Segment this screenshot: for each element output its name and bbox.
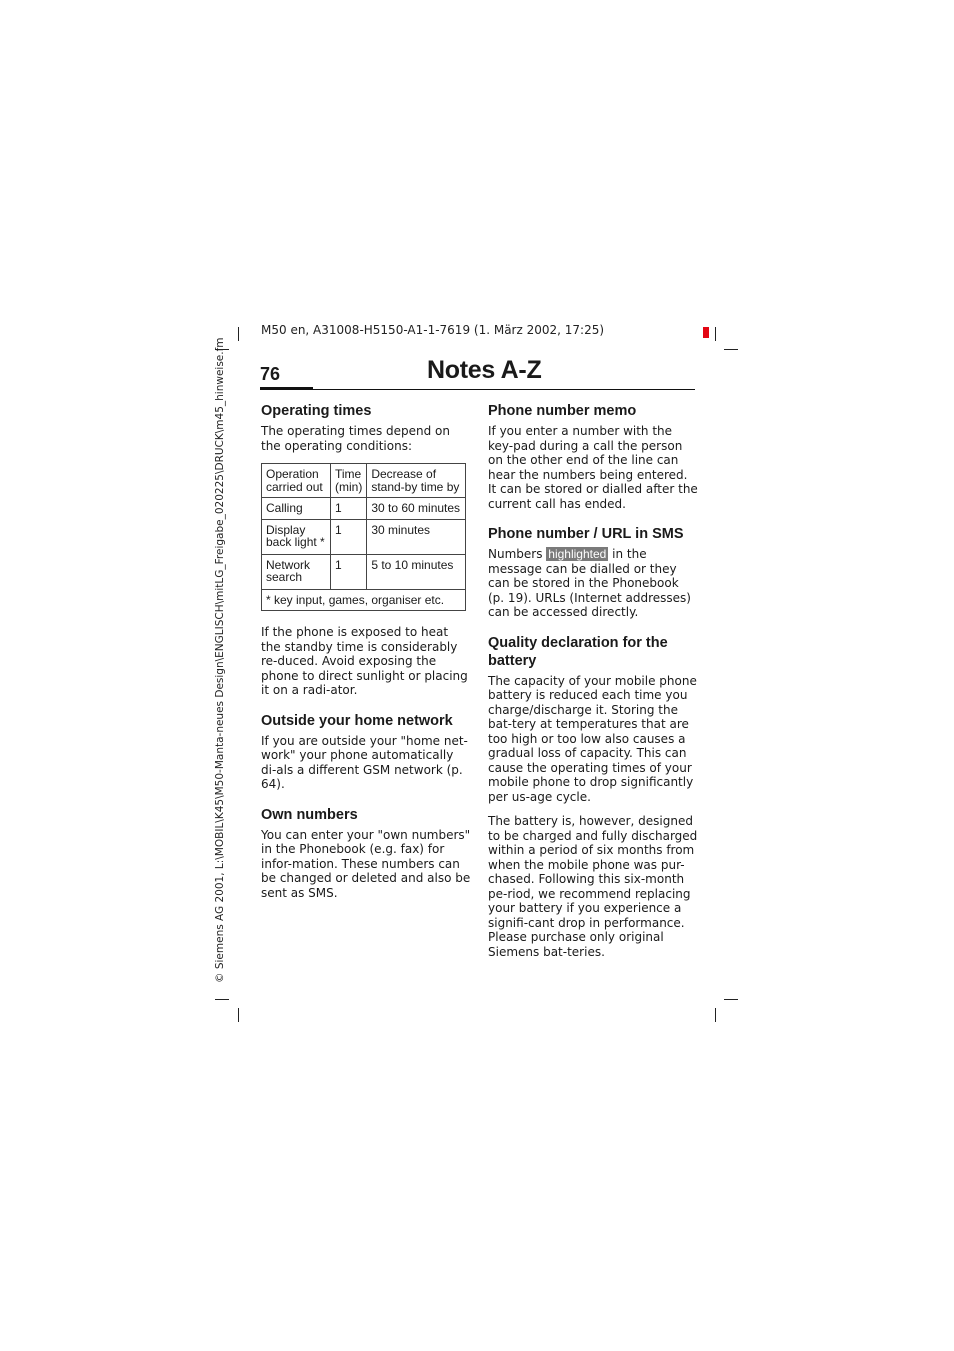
table-cell: 30 to 60 minutes bbox=[367, 498, 466, 520]
page-number-underline bbox=[260, 387, 313, 390]
own-numbers-text: You can enter your "own numbers" in the Phonebook (e.g. fax) for infor-mation. These numbers can be changed or deleted and also be sent as SMS. bbox=[261, 827, 471, 900]
heading-outside-home-network: Outside your home network bbox=[261, 712, 453, 729]
file-info-line: M50 en, A31008-H5150-A1-1-7619 (1. März 2002, 17:25) bbox=[261, 323, 605, 337]
right-column bbox=[488, 402, 698, 973]
heading-quality-declaration: Quality declaration for the battery bbox=[488, 634, 668, 669]
crop-mark-bottom-left-horizontal bbox=[215, 999, 229, 1000]
table-row bbox=[262, 554, 466, 589]
heading-operating-times: Operating times bbox=[261, 403, 372, 419]
highlighted-sample: highlighted bbox=[548, 547, 607, 561]
phone-number-url-text bbox=[488, 547, 698, 620]
page-title: Notes A-Z bbox=[427, 356, 542, 384]
registration-mark bbox=[703, 327, 709, 338]
table-footnote-row bbox=[262, 589, 466, 611]
table-cell: 1 bbox=[331, 498, 367, 520]
side-file-path: © Siemens AG 2001, L:\MOBIL\K45\M50-Manta-neues Design\ENGLISCH\mitLG_Freigabe_020225\DRUCK\m45_hinweise.fm bbox=[214, 337, 226, 983]
table-row bbox=[262, 519, 466, 554]
operating-intro: The operating times depend on the operating conditions: bbox=[261, 424, 450, 453]
crop-mark-top-right-vertical bbox=[715, 327, 716, 341]
table-cell: 1 bbox=[331, 554, 367, 589]
phone-number-memo-text: If you enter a number with the key-pad during a call the person on the other end of the line can hear the numbers being entered. It can be stored or dialled after the current call has ended. bbox=[488, 424, 698, 511]
table-row bbox=[262, 498, 466, 520]
table-footnote: * key input, games, organiser etc. bbox=[262, 589, 466, 611]
heading-phone-number-url-sms: Phone number / URL in SMS bbox=[488, 526, 684, 542]
table-header-cell: Operation carried out bbox=[262, 464, 331, 498]
url-text-post: in the message can be dialled or they can be stored in the Phonebook (p. 19). URLs (Internet addresses) can be accessed directly. bbox=[488, 547, 691, 619]
table-cell: Network search bbox=[262, 554, 331, 589]
operating-heat-note: If the phone is exposed to heat the standby time is considerably re-duced. Avoid exposing the phone to direct sunlight or placing it on a radi-ator. bbox=[261, 625, 468, 697]
heading-phone-number-memo: Phone number memo bbox=[488, 403, 637, 419]
table-header-cell: Time (min) bbox=[331, 464, 367, 498]
table-header-row bbox=[262, 464, 466, 498]
crop-mark-top-right-horizontal bbox=[724, 349, 738, 350]
table-cell: Display back light * bbox=[262, 519, 331, 554]
table-cell: 5 to 10 minutes bbox=[367, 554, 466, 589]
crop-mark-bottom-left-vertical bbox=[238, 1008, 239, 1022]
url-text-pre: Numbers bbox=[488, 547, 547, 561]
table-cell: 30 minutes bbox=[367, 519, 466, 554]
quality-paragraph-1: The capacity of your mobile phone battery is reduced each time you charge/discharge it. Storing the bat-tery at temperatures that are too high or too low also causes a gradual loss of capacity. This can cause the operating times of your mobile phone to drop significantly per us-age cycle. bbox=[488, 673, 697, 804]
quality-paragraph-2: The battery is, however, designed to be charged and fully discharged within a period of six months from when the mobile phone was pur-chased. Following this six-month pe-riod, we recommend replacing your battery if you experience a signifi-cant drop in performance. Please purchase only original Siemens bat-teries. bbox=[488, 814, 698, 959]
left-column bbox=[261, 402, 471, 914]
page-number: 76 bbox=[260, 364, 281, 384]
table-cell: 1 bbox=[331, 519, 367, 554]
operating-times-table bbox=[261, 463, 466, 611]
crop-mark-top-left-vertical bbox=[238, 327, 239, 341]
table-header-cell: Decrease of stand-by time by bbox=[367, 464, 466, 498]
outside-home-network-text: If you are outside your "home net-work" your phone automatically di-als a different GSM network (p. 64). bbox=[261, 733, 468, 791]
table-cell: Calling bbox=[262, 498, 331, 520]
crop-mark-bottom-right-vertical bbox=[715, 1008, 716, 1022]
title-rule bbox=[313, 389, 695, 390]
crop-mark-bottom-right-horizontal bbox=[724, 999, 738, 1000]
heading-own-numbers: Own numbers bbox=[261, 806, 358, 823]
